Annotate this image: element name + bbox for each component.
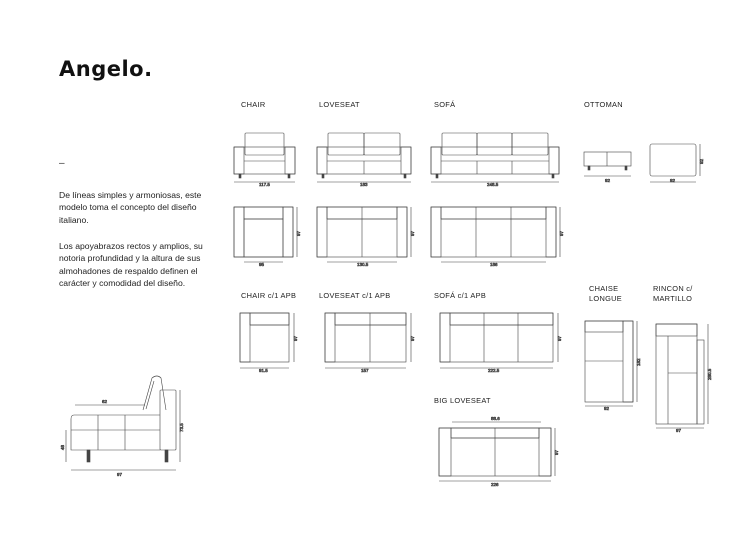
dim-rincon-w: 97 — [676, 428, 682, 433]
label-sofa-apb: SOFÁ c/1 APB — [434, 291, 487, 300]
dim-loveseat-top-w: 130.5 — [357, 262, 369, 267]
dim-big-d: 97 — [554, 449, 559, 455]
dim-ottoman-top-d: 92 — [699, 158, 704, 164]
chair-apb-drawing — [240, 313, 294, 368]
side-view-drawing — [66, 376, 180, 470]
chair-front-drawing — [234, 133, 295, 182]
dim-loveseat-apb-w: 157 — [361, 368, 369, 373]
chair-top-drawing — [234, 207, 297, 262]
dim-chair-apb-w: 91.5 — [259, 368, 268, 373]
description-paragraph-2: Los apoyabrazos rectos y amplios, su notoria profundidad y la altura de sus almohadones de respaldo definen el carácter y comodidad del diseño. — [59, 241, 203, 289]
label-sofa: SOFÁ — [434, 100, 456, 109]
description-paragraph-1: De líneas simples y armoniosas, este modelo toma el concepto del diseño italiano. — [59, 190, 202, 225]
label-ottoman: OTTOMAN — [584, 100, 623, 109]
dim-chair-top-w: 95 — [259, 262, 265, 267]
page-title: Angelo. — [59, 57, 153, 81]
label-loveseat-apb: LOVESEAT c/1 APB — [319, 291, 391, 300]
dim-side-height: 73.5 — [179, 423, 184, 432]
dim-sofa-top-w: 186 — [490, 262, 498, 267]
sofa-apb-drawing — [440, 313, 558, 368]
dim-chair-apb-d: 97 — [293, 335, 298, 341]
dim-big-seat: 88.6 — [491, 416, 500, 421]
dim-loveseat-front: 183 — [360, 182, 368, 187]
dim-side-depth: 97 — [117, 472, 123, 477]
label-loveseat: LOVESEAT — [319, 100, 360, 109]
label-chair: CHAIR — [241, 100, 266, 109]
sofa-front-drawing — [431, 133, 559, 182]
dim-sofa-top-d: 97 — [559, 230, 564, 236]
big-loveseat-drawing — [439, 422, 555, 481]
label-chair-apb: CHAIR c/1 APB — [241, 291, 297, 300]
rincon-martillo-drawing — [656, 324, 708, 428]
intro-dash: – — [59, 158, 65, 169]
dim-sofa-front: 248.5 — [487, 182, 499, 187]
dim-ottoman-front: 92 — [605, 178, 611, 183]
dim-chair-front: 117.5 — [259, 182, 270, 187]
dim-sofa-apb-d: 97 — [557, 335, 562, 341]
label-chaise-longue: CHAISE LONGUE — [589, 284, 623, 303]
dim-side-seat-h: 48 — [60, 444, 65, 450]
dim-loveseat-apb-d: 97 — [410, 335, 415, 341]
ottoman-front-drawing — [584, 152, 631, 176]
sofa-top-drawing — [431, 207, 560, 262]
loveseat-apb-drawing — [325, 313, 411, 368]
chaise-longue-drawing — [585, 321, 637, 406]
dim-chaise-w: 92 — [604, 406, 610, 411]
dim-chair-top-d: 97 — [296, 230, 301, 236]
dim-side-seat-d: 62 — [102, 399, 108, 404]
dim-chaise-d: 182 — [636, 358, 641, 366]
label-rincon-martillo: RINCON c/ MARTILLO — [653, 284, 693, 303]
label-big-loveseat: BIG LOVESEAT — [434, 396, 491, 405]
dim-sofa-apb-w: 222.5 — [488, 368, 500, 373]
dim-loveseat-top-d: 97 — [410, 230, 415, 236]
dim-big-w: 226 — [491, 482, 499, 487]
loveseat-front-drawing — [317, 133, 411, 182]
loveseat-top-drawing — [317, 207, 411, 262]
ottoman-top-drawing — [650, 144, 700, 182]
dim-rincon-d: 280.5 — [707, 368, 712, 380]
dim-ottoman-top-w: 92 — [670, 178, 676, 183]
